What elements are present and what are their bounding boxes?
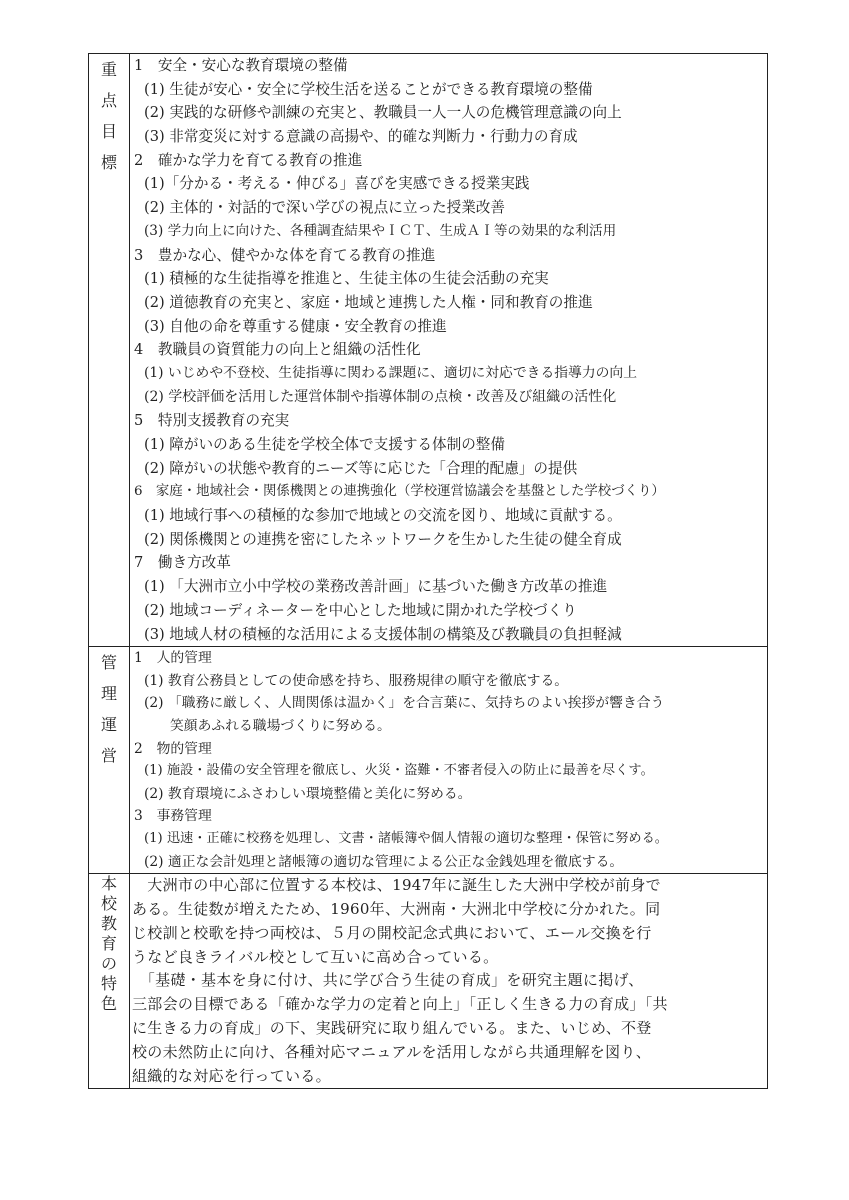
feature-paragraph-line: じ校訓と校歌を持つ両校は、５月の開校記念式典において、エール交換を行 bbox=[132, 923, 652, 942]
feature-paragraph-line: 校の未然防止に向け、各種対応マニュアルを活用しながら共通理解を図り、 bbox=[132, 1042, 652, 1061]
feature-paragraph-line: 三部会の目標である「確かな学力の定着と向上」「正しく生きる力の育成」「共 bbox=[132, 995, 668, 1014]
feature-paragraph-line: 「基礎・基本を身に付け、共に学び合う生徒の育成」を研究主題に掲げ、 bbox=[132, 971, 644, 990]
school-policy-table bbox=[88, 53, 768, 1089]
goal-section-5: 5 特別支援教育の充実 bbox=[134, 412, 290, 430]
feature-paragraph-line: 大洲市の中心部に位置する本校は、1947年に誕生した大洲中学校が前身で bbox=[132, 876, 661, 895]
goal-item: (2) 関係機関との連携を密にしたネットワークを生かした生徒の健全育成 bbox=[144, 530, 622, 548]
goal-item: (3) 地域人材の積極的な活用による支援体制の構築及び教職員の負担軽減 bbox=[144, 625, 622, 643]
goal-item: (2) 主体的・対話的で深い学びの視点に立った授業改善 bbox=[144, 199, 505, 217]
heading-char: 本 bbox=[100, 874, 117, 894]
goal-item: (3) 学力向上に向けた、各種調査結果やＩＣＴ、生成ＡＩ等の効果的な利活用 bbox=[144, 222, 617, 239]
heading-char: 点 bbox=[100, 91, 117, 110]
heading-char: 校 bbox=[100, 894, 117, 914]
school-features-row bbox=[89, 874, 768, 1089]
heading-char: 教 bbox=[100, 914, 117, 934]
management-item-continued: 笑顔あふれる職場づくりに努める。 bbox=[170, 717, 391, 734]
goal-section-2: 2 確かな学力を育てる教育の推進 bbox=[134, 151, 363, 169]
priority-goals-heading bbox=[101, 54, 117, 178]
goal-item: (1) 障がいのある生徒を学校全体で支援する体制の整備 bbox=[144, 436, 505, 453]
goal-item: (1) 地域行事への積極的な参加で地域との交流を図り、地域に貢献する。 bbox=[144, 507, 622, 525]
goal-item: (2) 学校評価を活用した運営体制や指導体制の点検・改善及び組織の活性化 bbox=[144, 388, 617, 405]
management-heading bbox=[101, 647, 117, 771]
priority-goals-heading-cell bbox=[89, 54, 130, 647]
heading-char: 営 bbox=[100, 746, 117, 766]
management-row bbox=[89, 647, 768, 874]
goal-item: (3) 非常変災に対する意識の高揚や、的確な判断力・行動力の育成 bbox=[144, 128, 578, 146]
management-item: (1) 施設・設備の安全管理を徹底し、火災・盗難・不審者侵入の防止に最善を尽くす。 bbox=[144, 763, 654, 779]
heading-char: 重 bbox=[100, 60, 117, 79]
heading-char: 理 bbox=[100, 684, 117, 704]
priority-goals-row bbox=[89, 54, 768, 647]
school-features-heading-cell bbox=[89, 874, 130, 1089]
management-heading-cell bbox=[89, 647, 130, 874]
heading-char: 管 bbox=[100, 653, 117, 673]
goal-section-4: 4 教職員の資質能力の向上と組織の活性化 bbox=[134, 341, 421, 359]
feature-paragraph-line: に生きる力の育成」の下、実践研究に取り組んでいる。また、いじめ、不登 bbox=[132, 1018, 652, 1037]
management-item: (1) 教育公務員としての使命感を持ち、服務規律の順守を徹底する。 bbox=[144, 672, 569, 689]
goal-item: (1) 積極的な生徒指導を推進と、生徒主体の生徒会活動の充実 bbox=[144, 270, 549, 288]
goal-item: (1) 生徒が安心・安全に学校生活を送ることができる教育環境の整備 bbox=[144, 80, 593, 98]
feature-paragraph-line: ある。生徒数が増えたため、1960年、大洲南・大洲北中学校に分かれた。同 bbox=[132, 899, 661, 918]
heading-char: の bbox=[100, 954, 117, 974]
goal-item: (1)「分かる・考える・伸びる」喜びを実感できる授業実践 bbox=[144, 175, 530, 193]
goal-item: (1) いじめや不登校、生徒指導に関わる課題に、適切に対応できる指導力の向上 bbox=[144, 364, 638, 381]
school-features-heading bbox=[101, 874, 117, 1014]
goal-section-3: 3 豊かな心、健やかな体を育てる教育の推進 bbox=[134, 246, 436, 264]
heading-char: 標 bbox=[100, 153, 117, 172]
management-item: (2) 教育環境にふさわしい環境整備と美化に努める。 bbox=[144, 785, 472, 802]
goal-section-6: 6 家庭・地域社会・関係機関との連携強化（学校運営協議会を基盤とした学校づくり） bbox=[134, 484, 665, 500]
management-section-3: 3 事務管理 bbox=[134, 808, 212, 825]
priority-goals-content bbox=[130, 54, 768, 647]
goal-section-1: 1 安全・安心な教育環境の整備 bbox=[134, 57, 348, 74]
goal-section-7: 7 働き方改革 bbox=[134, 554, 231, 572]
goal-item: (2) 道徳教育の充実と、家庭・地域と連携した人権・同和教育の推進 bbox=[144, 293, 593, 311]
management-item: (1) 迅速・正確に校務を処理し、文書・諸帳簿や個人情報の適切な整理・保管に努める。 bbox=[144, 830, 668, 846]
management-section-2: 2 物的管理 bbox=[134, 740, 212, 757]
feature-paragraph-line: うなど良きライバル校として互いに高め合っている。 bbox=[132, 947, 499, 966]
management-item: (2) 適正な会計処理と諸帳簿の適切な管理による公正な金銭処理を徹底する。 bbox=[144, 853, 624, 870]
goal-item: (2) 地域コーディネーターを中心とした地域に開かれた学校づくり bbox=[144, 601, 577, 619]
heading-char: 運 bbox=[100, 715, 117, 735]
heading-char: 育 bbox=[100, 934, 117, 954]
goal-item: (1) 「大洲市立小中学校の業務改善計画」に基づいた働き方改革の推進 bbox=[144, 578, 608, 596]
goal-item: (2) 実践的な研修や訓練の充実と、教職員一人一人の危機管理意識の向上 bbox=[144, 104, 622, 122]
goal-item: (3) 自他の命を尊重する健康・安全教育の推進 bbox=[144, 317, 447, 335]
management-section-1: 1 人的管理 bbox=[134, 650, 212, 667]
heading-char: 目 bbox=[100, 122, 117, 141]
goal-item: (2) 障がいの状態や教育的ニーズ等に応じた「合理的配慮」の提供 bbox=[144, 459, 578, 477]
management-content bbox=[130, 647, 768, 874]
school-features-content bbox=[130, 874, 768, 1089]
management-item: (2) 「職務に厳しく、人間関係は温かく」を合言葉に、気持ちのよい挨拶が響き合う bbox=[144, 695, 665, 712]
feature-paragraph-line: 組織的な対応を行っている。 bbox=[132, 1066, 331, 1085]
heading-char: 特 bbox=[100, 974, 117, 994]
heading-char: 色 bbox=[100, 994, 117, 1014]
